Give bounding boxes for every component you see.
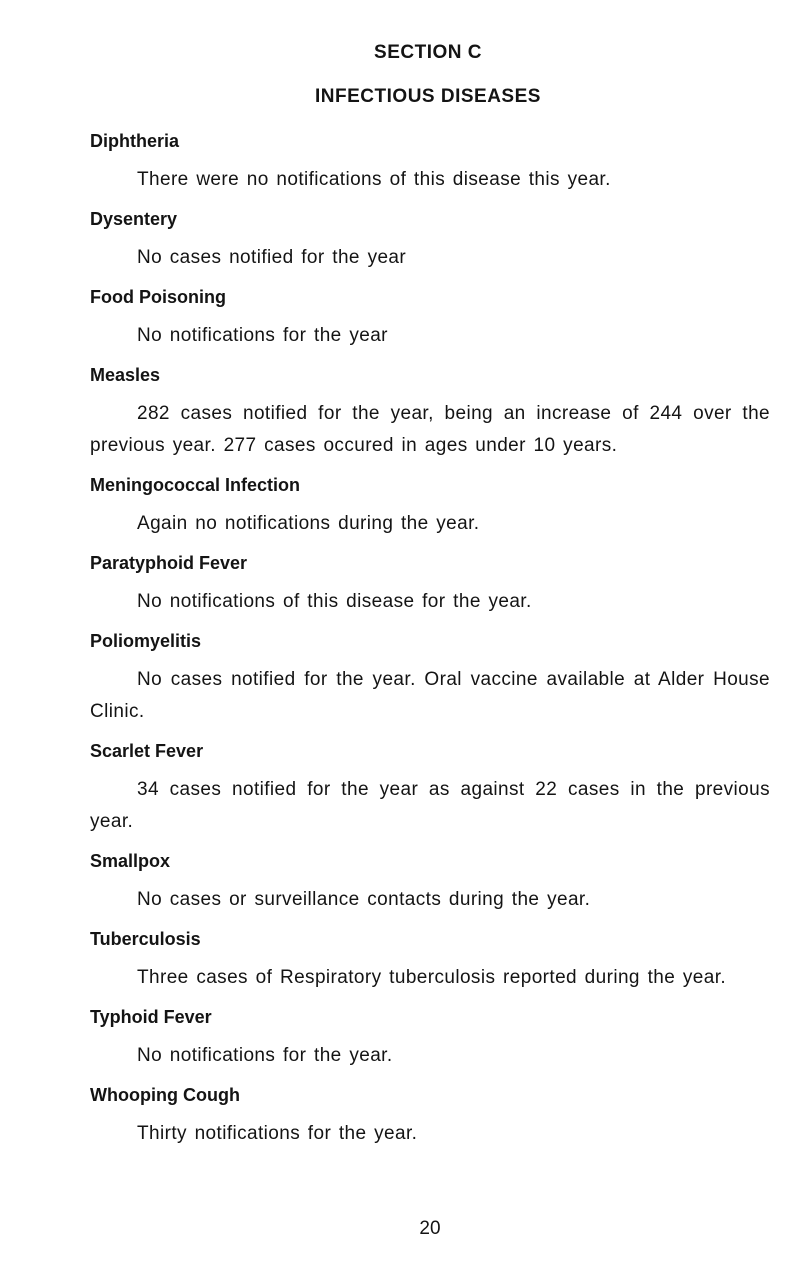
entry-text: No cases notified for the year [137, 247, 407, 268]
entry-heading: Typhoid Fever [90, 1007, 212, 1027]
entry-heading: Meningococcal Infection [90, 475, 301, 495]
entry-tuberculosis [90, 928, 770, 994]
entry-whooping-cough [90, 1084, 770, 1150]
entry-text: No notifications for the year [137, 325, 388, 346]
page-number: 20 [419, 1218, 441, 1239]
entry-text: No notifications for the year. [137, 1045, 393, 1066]
entry-heading: Measles [90, 365, 161, 385]
entry-smallpox [90, 850, 770, 916]
entry-poliomyelitis [90, 630, 770, 728]
section-label: SECTION C [374, 42, 482, 63]
entry-scarlet-fever [90, 740, 770, 838]
entry-text: Three cases of Respiratory tuberculosis reported during the year. [137, 967, 727, 988]
entry-text: No cases or surveillance contacts during the year. [137, 889, 591, 910]
entry-heading: Whooping Cough [90, 1085, 240, 1105]
page-title: INFECTIOUS DISEASES [315, 86, 541, 107]
entry-dysentery [90, 208, 770, 274]
entry-heading: Poliomyelitis [90, 631, 202, 651]
entry-heading: Scarlet Fever [90, 741, 204, 761]
entry-text: No cases notified for the year. Oral vaccine available at Alder House Clinic. [90, 669, 770, 722]
disease-list [90, 130, 770, 1150]
entry-text: Again no notifications during the year. [137, 513, 480, 534]
entry-heading: Food Poisoning [90, 287, 226, 307]
entry-meningococcal-infection [90, 474, 770, 540]
entry-paratyphoid-fever [90, 552, 770, 618]
entry-text: There were no notifications of this disease this year. [137, 169, 611, 190]
entry-text: 282 cases notified for the year, being an increase of 244 over the previous year. 277 cases occured in ages under 10 years. [90, 403, 770, 456]
entry-text: No notifications of this disease for the year. [137, 591, 532, 612]
entry-measles [90, 364, 770, 462]
entry-heading: Tuberculosis [90, 929, 201, 949]
entry-typhoid-fever [90, 1006, 770, 1072]
entry-food-poisoning [90, 286, 770, 352]
entry-heading: Diphtheria [90, 131, 180, 151]
entry-heading: Smallpox [90, 851, 171, 871]
entry-text: 34 cases notified for the year as against 22 cases in the previous year. [90, 779, 770, 832]
entry-diphtheria [90, 130, 770, 196]
entry-heading: Paratyphoid Fever [90, 553, 248, 573]
entry-heading: Dysentery [90, 209, 178, 229]
entry-text: Thirty notifications for the year. [137, 1123, 418, 1144]
